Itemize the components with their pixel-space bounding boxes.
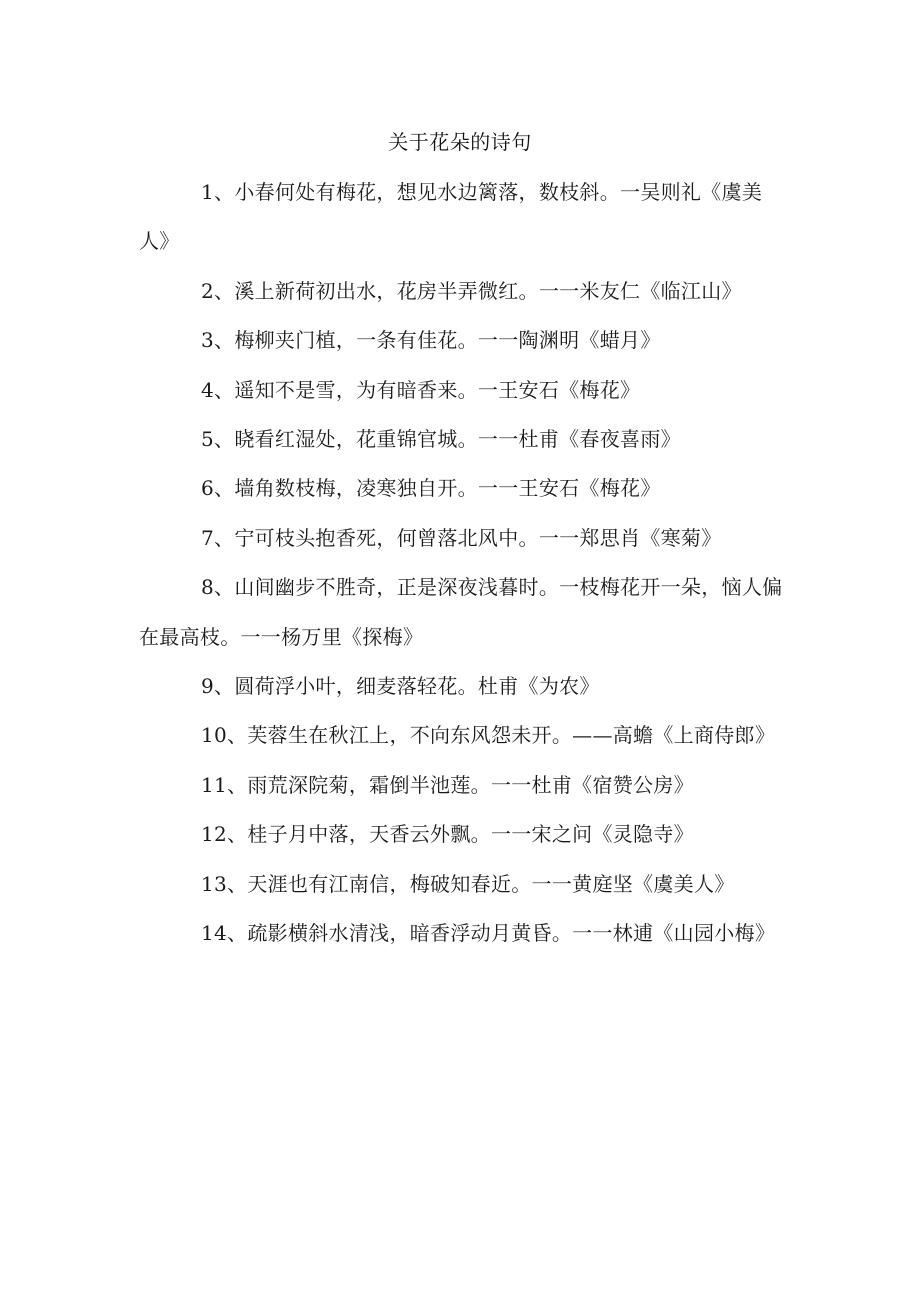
poem-line-12: 12、桂子月中落，天香云外飘。一一宋之问《灵隐寺》 bbox=[201, 822, 694, 847]
poem-line-3: 3、梅柳夹门植，一条有佳花。一一陶渊明《蜡月》 bbox=[201, 328, 661, 353]
poem-line-9: 9、圆荷浮小叶，细麦落轻花。杜甫《为农》 bbox=[201, 674, 600, 699]
poem-line-6: 6、墙角数枝梅，凌寒独自开。一一王安石《梅花》 bbox=[201, 476, 661, 501]
poem-line-11: 11、雨荒深院菊，霜倒半池莲。一一杜甫《宿赞公房》 bbox=[201, 772, 694, 797]
poem-line-5: 5、晓看红湿处，花重锦官城。一一杜甫《春夜喜雨》 bbox=[201, 427, 681, 452]
poem-line-2: 2、溪上新荷初出水，花房半弄微红。一一米友仁《临江山》 bbox=[201, 278, 742, 303]
poem-line-13: 13、天涯也有江南信，梅破知春近。一一黄庭坚《虞美人》 bbox=[201, 871, 735, 896]
poem-line-10: 10、芙蓉生在秋江上，不向东风怨未开。——高蟾《上商侍郎》 bbox=[201, 723, 776, 748]
poem-list bbox=[139, 168, 789, 959]
document-title: 关于花朵的诗句 bbox=[388, 130, 532, 154]
poem-line-4: 4、遥知不是雪，为有暗香来。一王安石《梅花》 bbox=[201, 377, 641, 402]
poem-line-1: 1、小春何处有梅花，想见水边篱落，数枝斜。一吴则礼《虞美人》 bbox=[139, 180, 763, 254]
poem-line-14: 14、疏影横斜水清浅，暗香浮动月黄昏。一一林逋《山园小梅》 bbox=[201, 921, 776, 946]
poem-line-8: 8、山间幽步不胜奇，正是深夜浅暮时。一枝梅花开一朵，恼人偏在最高枝。一一杨万里《探梅》 bbox=[139, 575, 783, 649]
poem-line-7: 7、宁可枝头抱香死，何曾落北风中。一一郑思肖《寒菊》 bbox=[201, 525, 722, 550]
